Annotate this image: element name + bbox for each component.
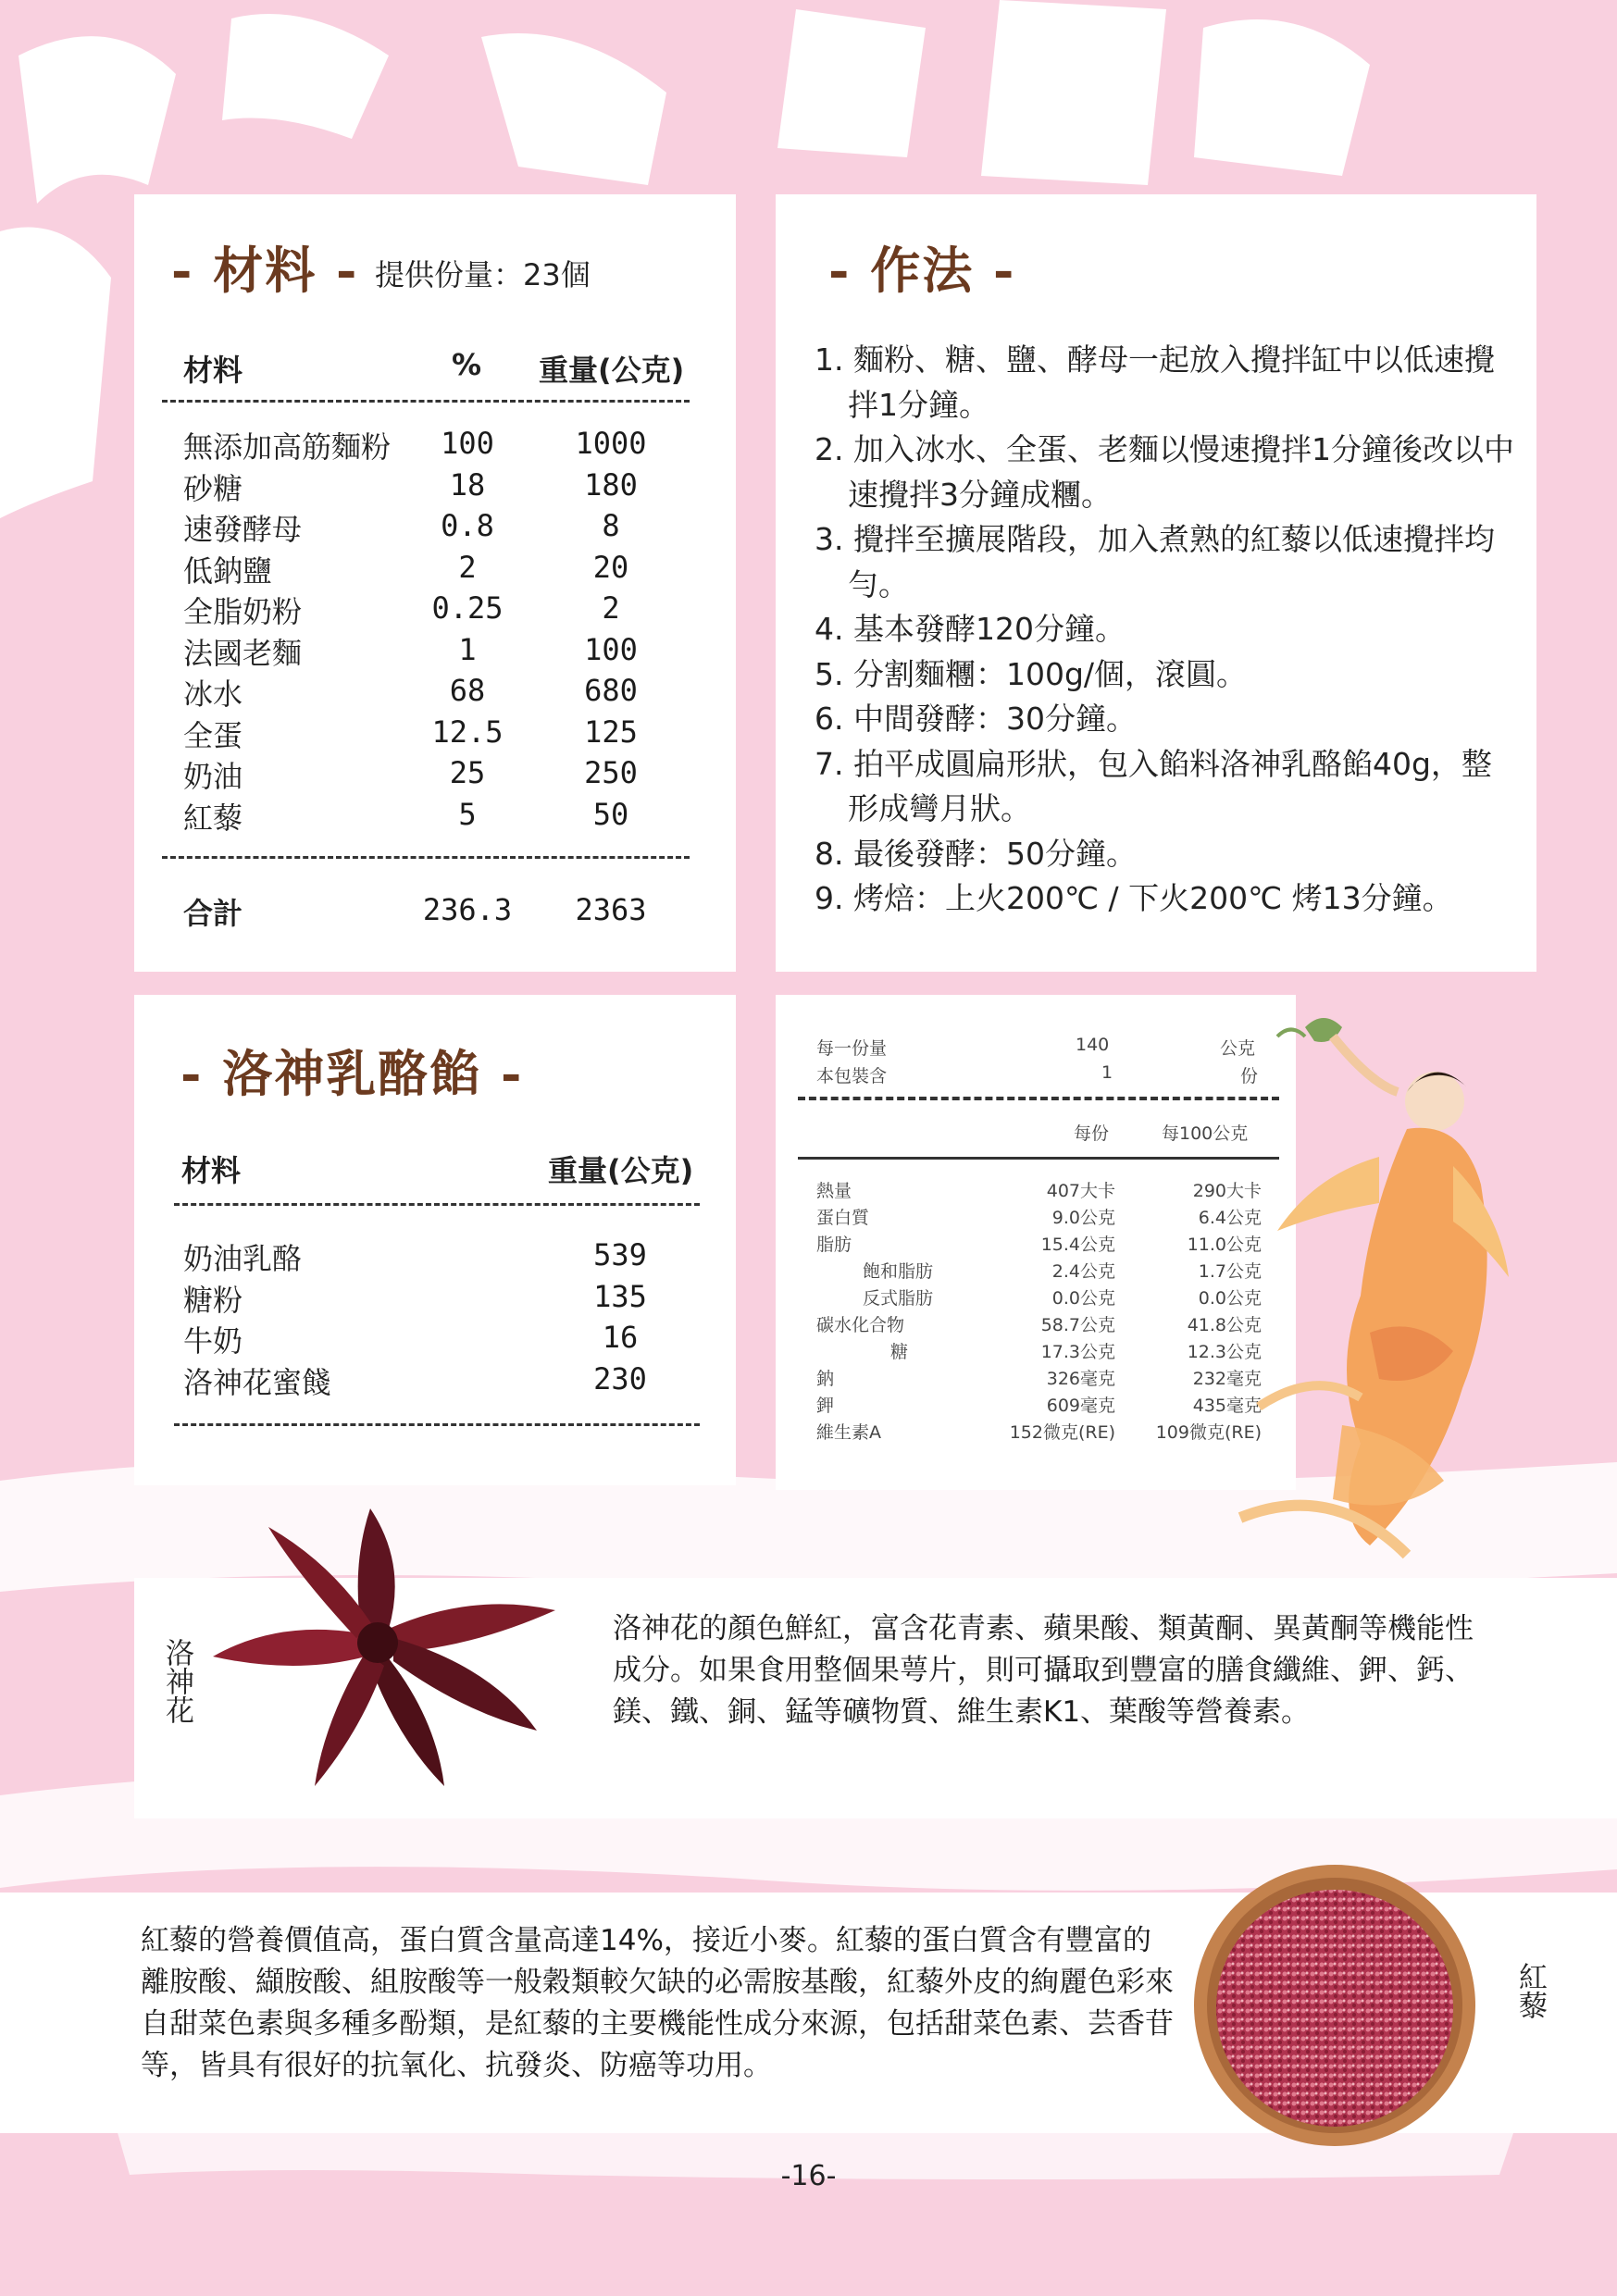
material-name: 低鈉鹽 [183, 552, 273, 589]
nutrition-row-name: 糖 [890, 1342, 909, 1362]
nutrition-col-100: 每100公克 [1162, 1123, 1249, 1144]
filling-name: 牛奶 [183, 1323, 243, 1359]
material-pct: 68 [449, 673, 486, 708]
page-number: -16- [780, 2160, 837, 2192]
quinoa-text: 紅藜的營養價值高，蛋白質含量高達14%，接近小麥。紅藜的蛋白質含有豐富的離胺酸、纈胺酸、組胺酸等一般穀類較欠缺的必需胺基酸，紅藜外皮的絢麗色彩來自甜菜色素與多種多酚類，是紅藜的主要機能性成分來源，包括甜菜色素、芸香苷等，皆具有很好的抗氧化、抗發炎、防癌等功用。 [141, 1924, 1174, 2082]
nutrition-row-per: 58.7公克 [1040, 1315, 1115, 1335]
filling-weight: 230 [593, 1360, 647, 1396]
materials-total-label: 合計 [183, 896, 243, 931]
fairy-illustration [1222, 999, 1518, 1573]
nutrition-pack-label: 本包裝含 [816, 1066, 888, 1086]
material-name: 法國老麵 [183, 635, 303, 671]
material-name: 砂糖 [183, 470, 243, 506]
nutrition-row-per100: 290大卡 [1192, 1181, 1262, 1201]
material-weight: 50 [592, 796, 629, 832]
nutrition-row-per: 0.0公克 [1051, 1288, 1115, 1309]
materials-total-weight: 2363 [575, 892, 647, 927]
nutrition-pack-unit: 份 [1240, 1066, 1259, 1086]
material-name: 速發酵母 [183, 512, 303, 547]
nutrition-row-per: 9.0公克 [1051, 1208, 1115, 1228]
material-name: 紅藜 [183, 800, 243, 836]
method-step: 6. 中間發酵：30分鐘。 [815, 701, 1137, 737]
nutrition-row-name: 維生素A [816, 1422, 881, 1443]
roselle-flower-image [194, 1490, 565, 1805]
nutrition-pack-value: 1 [1101, 1062, 1113, 1083]
nutrition-row-name: 熱量 [816, 1181, 852, 1201]
materials-title: - 材料 - [171, 241, 359, 300]
material-weight: 8 [602, 508, 620, 543]
nutrition-row-name: 碳水化合物 [816, 1315, 905, 1335]
quinoa-bowl-image [1189, 1860, 1481, 2152]
nutrition-row-per100: 41.8公克 [1187, 1315, 1262, 1335]
method-step: 8. 最後發酵：50分鐘。 [815, 835, 1137, 872]
method-step: 2. 加入冰水、全蛋、老麵以慢速攪拌1分鐘後改以中速攪拌3分鐘成糰。 [815, 431, 1514, 513]
nutrition-col-per: 每份 [1074, 1123, 1110, 1144]
nutrition-row-per100: 232毫克 [1192, 1369, 1262, 1389]
material-weight: 20 [592, 549, 629, 585]
material-weight: 125 [584, 714, 638, 750]
material-pct: 0.8 [441, 508, 494, 543]
nutrition-row-name: 鉀 [816, 1396, 835, 1416]
nutrition-row-name: 飽和脂肪 [863, 1261, 934, 1282]
nutrition-row-per: 15.4公克 [1040, 1235, 1115, 1255]
nutrition-row-per100: 11.0公克 [1187, 1235, 1262, 1255]
nutrition-row-per: 326毫克 [1046, 1369, 1115, 1389]
materials-header-pct: % [452, 347, 482, 382]
material-weight: 180 [584, 466, 638, 503]
nutrition-row-per: 17.3公克 [1040, 1342, 1115, 1362]
filling-weight: 135 [593, 1278, 647, 1314]
material-weight: 2 [602, 590, 620, 626]
quinoa-label: 紅藜 [1513, 1962, 1547, 2019]
nutrition-serving-value: 140 [1076, 1035, 1110, 1055]
material-pct: 12.5 [431, 714, 504, 750]
method-step: 3. 攪拌至擴展階段，加入煮熟的紅藜以低速攪拌均勻。 [815, 521, 1495, 602]
method-step: 1. 麵粉、糖、鹽、酵母一起放入攪拌缸中以低速攪拌1分鐘。 [815, 341, 1495, 423]
material-name: 無添加高筋麵粉 [183, 429, 392, 465]
filling-name: 糖粉 [183, 1282, 243, 1318]
material-name: 全蛋 [183, 717, 243, 753]
nutrition-row-per100: 12.3公克 [1187, 1342, 1262, 1362]
method-step: 4. 基本發酵120分鐘。 [815, 611, 1126, 647]
nutrition-row-per100: 109微克(RE) [1155, 1422, 1262, 1443]
nutrition-row-name: 脂肪 [816, 1235, 852, 1255]
nutrition-row-per100: 435毫克 [1192, 1396, 1262, 1416]
nutrition-row-per: 407大卡 [1046, 1181, 1115, 1201]
material-weight: 680 [584, 673, 638, 708]
materials-header-weight: 重量(公克) [539, 353, 685, 388]
nutrition-row-name: 蛋白質 [816, 1208, 870, 1228]
material-pct: 2 [458, 549, 477, 585]
filling-header-weight: 重量(公克) [548, 1153, 694, 1188]
materials-servings: 提供份量：23個 [375, 257, 591, 292]
material-weight: 100 [584, 631, 638, 667]
materials-header-name: 材料 [183, 353, 243, 388]
materials-total-pct: 236.3 [422, 892, 513, 927]
method-step: 9. 烤焙：上火200℃ / 下火200℃ 烤13分鐘。 [815, 880, 1453, 916]
nutrition-row-per100: 1.7公克 [1198, 1261, 1262, 1282]
method-steps [815, 338, 1518, 922]
materials-divider-bottom [162, 856, 690, 859]
method-title: - 作法 - [828, 241, 1016, 300]
nutrition-row-per: 152微克(RE) [1009, 1422, 1115, 1443]
material-pct: 5 [458, 796, 477, 832]
material-name: 全脂奶粉 [183, 594, 303, 629]
material-pct: 100 [441, 426, 494, 461]
nutrition-serving-label: 每一份量 [816, 1038, 888, 1059]
nutrition-row-per100: 6.4公克 [1198, 1208, 1262, 1228]
nutrition-divider-1 [798, 1097, 1279, 1100]
method-step: 7. 拍平成圓扁形狀，包入餡料洛神乳酪餡40g，整形成彎月狀。 [815, 745, 1492, 826]
material-pct: 1 [458, 631, 477, 667]
nutrition-serving-unit: 公克 [1220, 1038, 1256, 1059]
nutrition-row-name: 鈉 [816, 1369, 835, 1389]
filling-header-name: 材料 [181, 1153, 242, 1188]
material-pct: 25 [449, 755, 486, 790]
filling-weight: 539 [593, 1237, 647, 1272]
material-pct: 18 [449, 466, 486, 503]
material-name: 奶油 [183, 759, 243, 794]
nutrition-divider-2 [798, 1157, 1279, 1160]
nutrition-row-per: 2.4公克 [1051, 1261, 1115, 1282]
nutrition-row-name: 反式脂肪 [863, 1288, 934, 1309]
material-name: 冰水 [183, 676, 243, 712]
filling-divider-bottom [174, 1423, 700, 1426]
roselle-text: 洛神花的顏色鮮紅，富含花青素、蘋果酸、類黃酮、異黃酮等機能性成分。如果食用整個果萼片，則可攝取到豐富的膳食纖維、鉀、鈣、鎂、鐵、銅、錳等礦物質、維生素K1、葉酸等營養素。 [613, 1612, 1474, 1729]
filling-divider-top [174, 1203, 700, 1206]
materials-divider-top [162, 400, 690, 403]
nutrition-row-per: 609毫克 [1046, 1396, 1115, 1416]
filling-name: 奶油乳酪 [183, 1241, 303, 1276]
method-step: 5. 分割麵糰：100g/個，滾圓。 [815, 655, 1248, 692]
material-weight: 1000 [575, 426, 647, 461]
roselle-label: 洛神花 [160, 1638, 193, 1724]
filling-title: - 洛神乳酪餡 - [180, 1044, 524, 1103]
nutrition-row-per100: 0.0公克 [1198, 1288, 1262, 1309]
filling-weight: 16 [602, 1320, 639, 1355]
filling-name: 洛神花蜜餞 [183, 1364, 332, 1400]
material-weight: 250 [584, 755, 638, 790]
material-pct: 0.25 [431, 590, 504, 626]
